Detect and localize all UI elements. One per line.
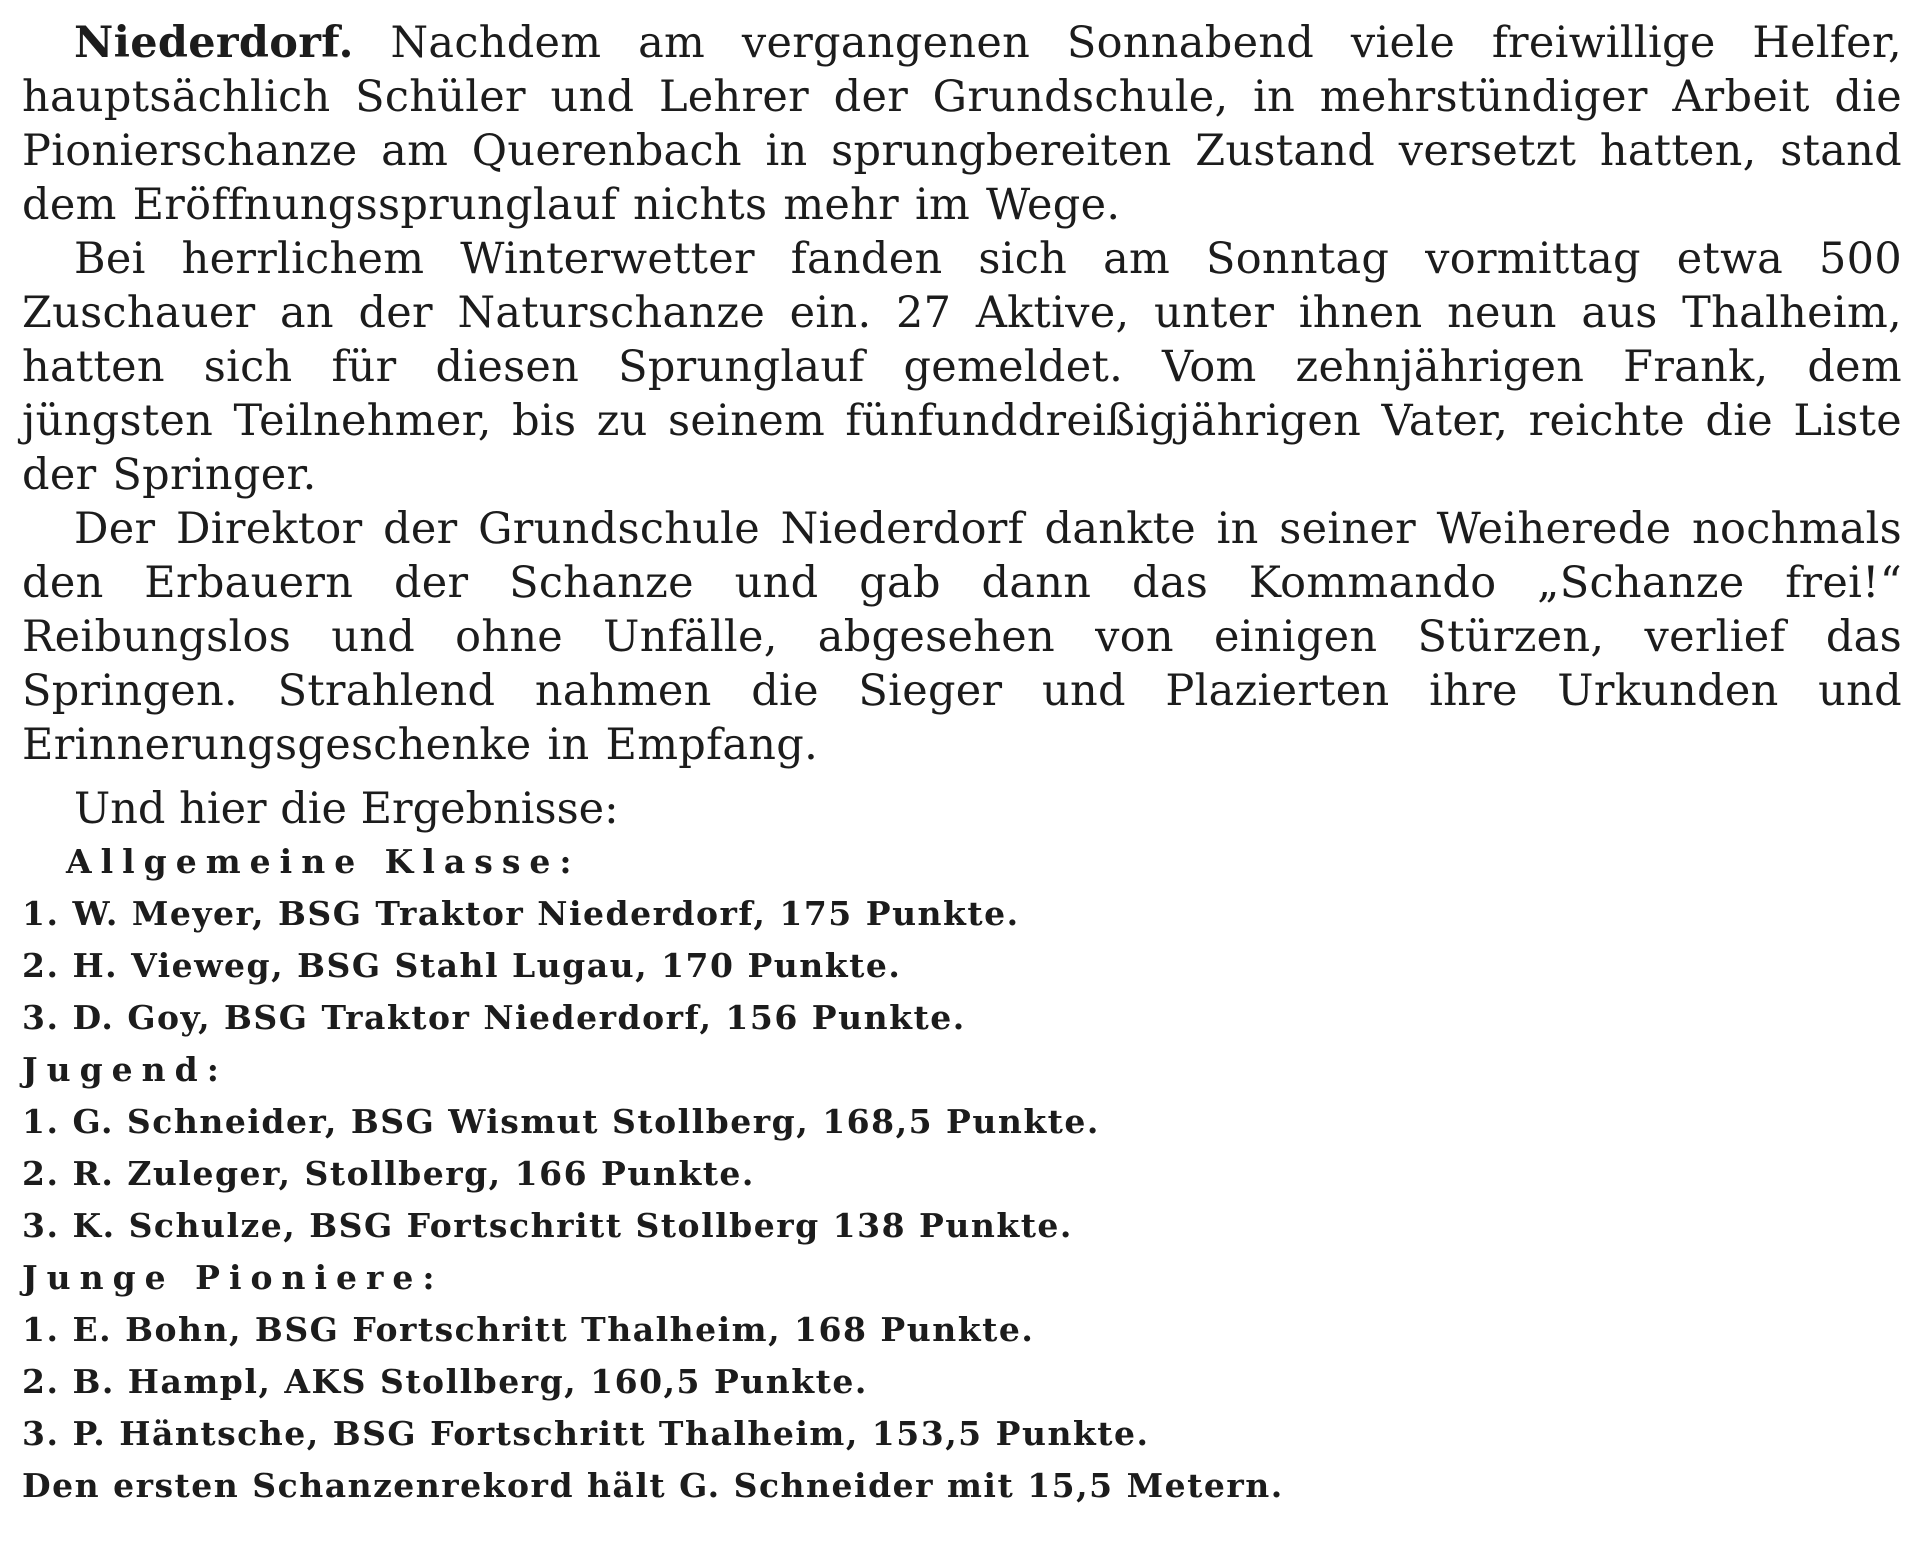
result-entry: 2. H. Vieweg, BSG Stahl Lugau, 170 Punkte. bbox=[22, 946, 902, 985]
result-entry: 2. B. Hampl, AKS Stollberg, 160,5 Punkte. bbox=[22, 1362, 868, 1401]
results-intro: Und hier die Ergebnisse: bbox=[74, 784, 619, 834]
result-entry: 3. D. Goy, BSG Traktor Niederdorf, 156 Punkte. bbox=[22, 998, 966, 1037]
result-entry: 3. P. Häntsche, BSG Fortschritt Thalheim, 153,5 Punkte. bbox=[22, 1414, 1150, 1453]
article-paragraph: Bei herrlichem Winterwetter fanden sich am Sonntag vormittag etwa 500 Zuschauer an der Naturschanze ein. 27 Aktive, unter ihnen neun aus Thalheim, hatten sich für diesen Sprunglauf gemeldet. Vom zehnjährigen Frank, dem jüngsten Teilnehmer, bis zu seinem fünfunddreißigjährigen Vater, reichte die Liste der Springer. bbox=[22, 234, 1902, 500]
article-paragraph: Der Direktor der Grundschule Niederdorf dankte in seiner Weiherede nochmals den Erbauern der Schanze und gab dann das Kommando „Schanze frei!“ Reibungslos und ohne Unfälle, abgesehen von einigen Stürzen, verlief das Springen. Strahlend nahmen die Sieger und Plazierten ihre Urkunden und Erinnerungsgeschenke in Empfang. bbox=[22, 504, 1902, 770]
class-heading: Junge Pioniere: bbox=[22, 1258, 444, 1297]
article-paragraph bbox=[22, 16, 1902, 232]
result-entry: 2. R. Zuleger, Stollberg, 166 Punkte. bbox=[22, 1154, 755, 1193]
article-paragraph-text: Nachdem am vergangenen Sonnabend viele freiwillige Helfer, hauptsächlich Schüler und Lehrer der Grundschule, in mehrstündiger Arbeit die Pionierschanze am Querenbach in sprungbereiten Zustand versetzt hatten, stand dem Eröffnungssprunglauf nichts mehr im Wege. bbox=[22, 18, 1902, 230]
result-entry: 1. W. Meyer, BSG Traktor Niederdorf, 175 Punkte. bbox=[22, 894, 1020, 933]
result-entry: 3. K. Schulze, BSG Fortschritt Stollberg 138 Punkte. bbox=[22, 1206, 1073, 1245]
class-heading: Jugend: bbox=[22, 1050, 228, 1089]
record-note: Den ersten Schanzenrekord hält G. Schneider mit 15,5 Metern. bbox=[22, 1466, 1284, 1505]
dateline: Niederdorf. bbox=[74, 18, 354, 68]
result-entry: 1. G. Schneider, BSG Wismut Stollberg, 168,5 Punkte. bbox=[22, 1102, 1100, 1141]
results-list bbox=[22, 836, 1902, 1512]
article-body bbox=[22, 16, 1902, 772]
class-heading: Allgemeine Klasse: bbox=[66, 842, 581, 881]
result-entry: 1. E. Bohn, BSG Fortschritt Thalheim, 168 Punkte. bbox=[22, 1310, 1035, 1349]
